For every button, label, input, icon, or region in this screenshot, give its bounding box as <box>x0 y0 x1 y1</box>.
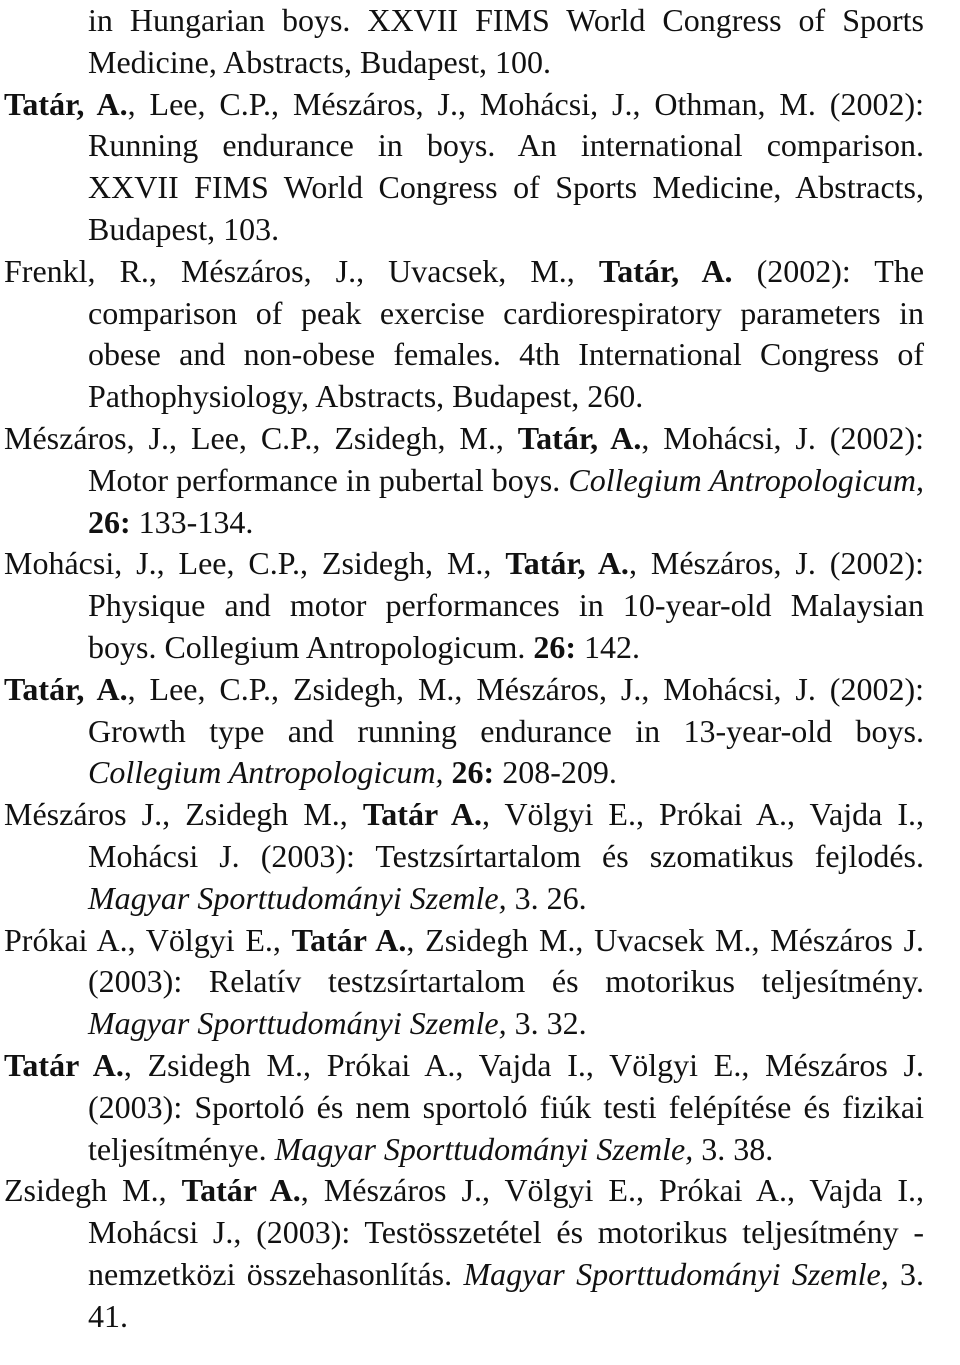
journal-title: Magyar Sporttudományi Szemle, <box>274 1130 694 1167</box>
author-highlight: 26: <box>451 754 495 791</box>
author-highlight: Tatár, A. <box>598 252 733 289</box>
reference-text: 3. 41. <box>88 1255 925 1334</box>
reference-entry <box>4 669 924 794</box>
reference-entry <box>4 1045 924 1170</box>
author-highlight: 26: <box>533 628 576 665</box>
reference-text: Zsidegh M., <box>4 1172 182 1209</box>
author-highlight: Tatár, A. <box>4 85 128 122</box>
reference-text: 3. 26. <box>506 879 587 916</box>
reference-text: 3. 32. <box>506 1005 587 1042</box>
reference-entry <box>4 251 924 418</box>
journal-title: Collegium Antropologicum, <box>88 754 444 791</box>
reference-text: Mészáros, J., Lee, C.P., Zsidegh, M., <box>4 419 518 456</box>
reference-text: , Lee, C.P., Zsidegh, M., Mészáros, J., Mohácsi, J. (2002): Growth type and running endurance in 13-year-old boys. <box>88 670 925 749</box>
author-highlight: Tatár, A. <box>505 545 629 582</box>
reference-text <box>444 754 452 790</box>
reference-text: 208-209. <box>494 754 617 791</box>
reference-text: , Mohácsi, J. (2002): Motor performance in pubertal boys. <box>88 419 925 498</box>
reference-text: , Mészáros, J. (2002): Physique and motor performances in 10-year-old Malaysian boys. Collegium Antropologicum. <box>88 545 925 665</box>
journal-title: Collegium Antropologicum, <box>568 461 925 498</box>
author-highlight: Tatár, A. <box>4 670 128 707</box>
reference-text: , Zsidegh M., Prókai A., Vajda I., Völgyi E., Mészáros J. (2003): Sportoló és nem sportoló fiúk testi felépítése és fizikai teljesítménye. <box>88 1046 925 1167</box>
reference-text: , Lee, C.P., Mészáros, J., Mohácsi, J., Othman, M. (2002): Running endurance in boys. An international comparison. XXVII FIMS World Congress of Sports Medicine, Abstracts, Budapest, 103. <box>88 85 925 247</box>
reference-text: 3. 38. <box>693 1130 774 1167</box>
author-highlight: Tatár A. <box>181 1172 301 1209</box>
reference-text: Mészáros J., Zsidegh M., <box>4 796 363 833</box>
reference-text: Frenkl, R., Mészáros, J., Uvacsek, M., <box>4 252 599 289</box>
reference-text: 133-134. <box>130 503 254 540</box>
reference-text: 142. <box>575 628 640 665</box>
reference-text: in Hungarian boys. XXVII FIMS World Congress of Sports Medicine, Abstracts, Budapest, 100. <box>88 2 924 80</box>
reference-text: , Zsidegh M., Uvacsek M., Mészáros J. (2003): Relatív testzsírtartalom és motorikus teljesítmény. <box>88 921 925 1000</box>
journal-title: Magyar Sporttudományi Szemle, <box>463 1255 889 1292</box>
reference-entry <box>4 920 924 1045</box>
reference-entry <box>4 543 924 668</box>
reference-text: Mohácsi, J., Lee, C.P., Zsidegh, M., <box>4 545 506 582</box>
reference-entry <box>4 84 924 251</box>
reference-entry <box>4 418 924 543</box>
reference-text: Prókai A., Völgyi E., <box>4 921 292 958</box>
author-highlight: Tatár A. <box>4 1046 124 1083</box>
journal-title: Magyar Sporttudományi Szemle, <box>88 1005 507 1042</box>
reference-entry <box>4 0 924 84</box>
reference-entry <box>4 1170 924 1337</box>
reference-text: (2002): The comparison of peak exercise cardiorespiratory parameters in obese and non-obese females. 4th International Congress of Pathophysiology, Abstracts, Budapest, 260. <box>88 252 925 415</box>
author-highlight: Tatár, A. <box>517 419 642 456</box>
author-highlight: Tatár A. <box>291 921 407 958</box>
author-highlight: 26: <box>88 503 131 540</box>
author-highlight: Tatár A. <box>362 796 482 833</box>
reference-text: , Völgyi E., Prókai A., Vajda I., Mohácsi J. (2003): Testzsírtartalom és szomatikus fejlodés. <box>88 796 925 874</box>
reference-list <box>4 0 924 1338</box>
reference-entry <box>4 794 924 919</box>
journal-title: Magyar Sporttudományi Szemle, <box>88 879 507 916</box>
reference-text: , Mészáros J., Völgyi E., Prókai A., Vajda I., Mohácsi J., (2003): Testösszetétel és motorikus teljesítmény - nemzetközi összehasonlítás. <box>88 1172 925 1292</box>
